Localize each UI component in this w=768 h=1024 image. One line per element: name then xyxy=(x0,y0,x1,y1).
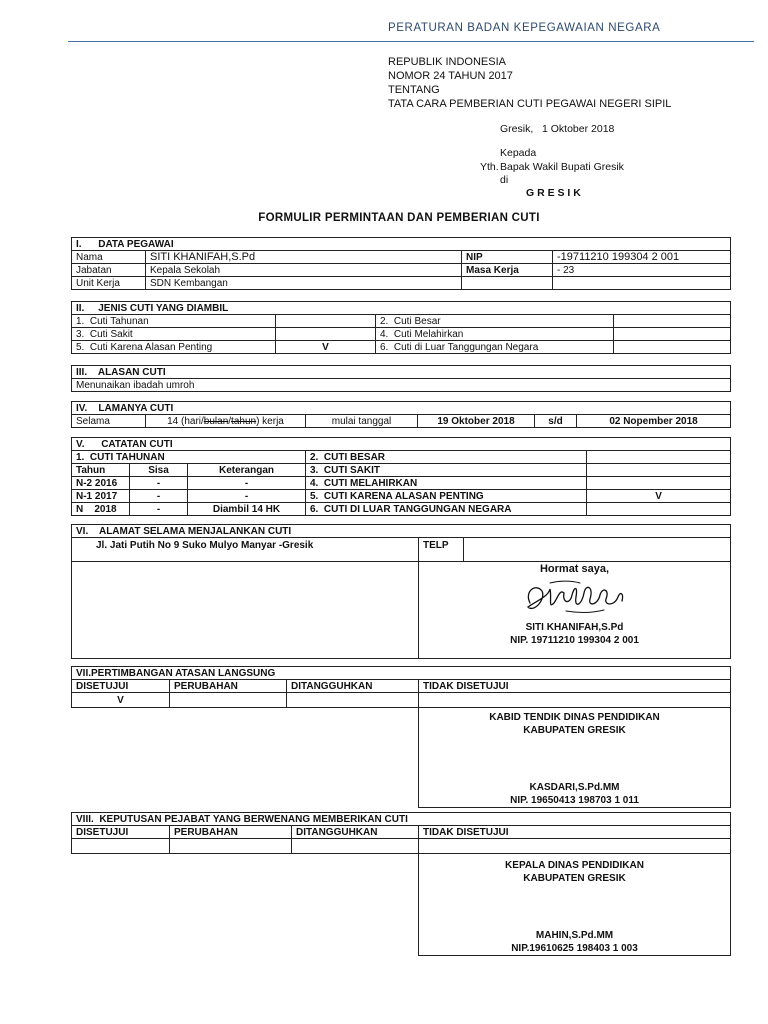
empty-cell xyxy=(462,277,553,290)
col-perubahan: PERUBAHAN xyxy=(170,680,287,693)
mark-cell xyxy=(587,464,731,477)
telp-label: TELP xyxy=(419,538,464,562)
empty-cell xyxy=(170,693,287,708)
catatan-cuti-besar: 2. CUTI BESAR xyxy=(306,451,587,464)
jabatan-value: Kepala Sekolah xyxy=(146,264,462,277)
section-alasan-cuti xyxy=(71,365,731,392)
jabatan-label: Jabatan xyxy=(72,264,146,277)
duration-value: 14 (hari/bulan/tahun) kerja xyxy=(146,415,306,428)
nip-label: NIP xyxy=(462,251,553,264)
pejabat-title-2: KABUPATEN GRESIK xyxy=(523,873,626,884)
telp-value xyxy=(464,538,731,562)
tahun-value: N 2018 xyxy=(72,503,130,516)
hormat-saya: Hormat saya, xyxy=(539,563,610,575)
jenis-cuti-alasan-penting: 5. Cuti Karena Alasan Penting xyxy=(72,341,276,354)
applicant-nip: NIP. 19711210 199304 2 001 xyxy=(510,635,639,646)
atasan-title-1: KABID TENDIK DINAS PENDIDIKAN xyxy=(489,712,660,723)
applicant-signature-block xyxy=(419,562,731,659)
alasan-penting-mark: V xyxy=(276,341,376,354)
atasan-nip: NIP. 19650413 198703 1 011 xyxy=(510,795,639,806)
tahun-value: N-2 2016 xyxy=(72,477,130,490)
col-disetujui: DISETUJUI xyxy=(72,826,170,839)
address-value: Jl. Jati Putih No 9 Suko Mulyo Manyar -Gresik xyxy=(72,538,419,562)
empty-area xyxy=(72,854,419,956)
pejabat-name: MAHIN,S.Pd.MM xyxy=(535,930,614,941)
catatan-cuti-melahirkan: 4. CUTI MELAHIRKAN xyxy=(306,477,587,490)
mark-cell xyxy=(614,315,731,328)
masa-kerja-label: Masa Kerja xyxy=(462,264,553,277)
yth-label: Yth. xyxy=(480,161,499,173)
unit-kerja-value: SDN Kembangan xyxy=(146,277,462,290)
pejabat-signature-block xyxy=(419,854,731,956)
section-heading: VII.PERTIMBANGAN ATASAN LANGSUNG xyxy=(72,667,731,680)
mark-cell xyxy=(276,328,376,341)
kepada-label: Kepada xyxy=(500,147,537,159)
col-perubahan: PERUBAHAN xyxy=(170,826,292,839)
end-date: 02 Nopember 2018 xyxy=(577,415,731,428)
empty-cell xyxy=(72,839,170,854)
section-heading: VIII. KEPUTUSAN PEJABAT YANG BERWENANG MEMBERIKAN CUTI xyxy=(72,813,731,826)
unit-kerja-label: Unit Kerja xyxy=(72,277,146,290)
section-lamanya-cuti xyxy=(71,401,731,428)
selama-label: Selama xyxy=(72,415,146,428)
col-tidak-disetujui: TIDAK DISETUJUI xyxy=(419,680,731,693)
pejabat-title-1: KEPALA DINAS PENDIDIKAN xyxy=(505,860,644,871)
empty-area xyxy=(72,708,419,808)
section-heading: VI. ALAMAT SELAMA MENJALANKAN CUTI xyxy=(72,525,731,538)
signature-image xyxy=(520,577,630,619)
keterangan-value: Diambil 14 HK xyxy=(188,503,306,516)
col-ditangguhkan: DITANGGUHKAN xyxy=(292,826,419,839)
atasan-name: KASDARI,S.Pd.MM xyxy=(529,782,620,793)
section-heading: V. CATATAN CUTI xyxy=(72,438,731,451)
empty-cell xyxy=(419,693,731,708)
nama-label: Nama xyxy=(72,251,146,264)
start-date: 19 Oktober 2018 xyxy=(418,415,535,428)
mark-cell xyxy=(276,315,376,328)
col-keterangan: Keterangan xyxy=(188,464,306,477)
applicant-name: SITI KHANIFAH,S.Pd xyxy=(525,622,624,633)
jenis-cuti-melahirkan: 4. Cuti Melahirkan xyxy=(376,328,614,341)
empty-cell xyxy=(553,277,731,290)
sisa-value: - xyxy=(130,477,188,490)
jenis-cuti-tahunan: 1. Cuti Tahunan xyxy=(72,315,276,328)
nama-value: SITI KHANIFAH,S.Pd xyxy=(146,251,462,264)
keterangan-value: - xyxy=(188,490,306,503)
col-tahun: Tahun xyxy=(72,464,130,477)
mark-cell xyxy=(614,341,731,354)
form-title: FORMULIR PERMINTAAN DAN PEMBERIAN CUTI xyxy=(258,212,540,224)
jenis-cuti-luar-tanggungan: 6. Cuti di Luar Tanggungan Negara xyxy=(376,341,614,354)
section-heading: III. ALASAN CUTI xyxy=(72,366,731,379)
mulai-label: mulai tanggal xyxy=(306,415,418,428)
col-disetujui: DISETUJUI xyxy=(72,680,170,693)
recipient: Bapak Wakil Bupati Gresik xyxy=(500,161,624,173)
col-ditangguhkan: DITANGGUHKAN xyxy=(287,680,419,693)
tahun-value: N-1 2017 xyxy=(72,490,130,503)
reference-line-1: REPUBLIK INDONESIA xyxy=(388,56,506,68)
section-catatan-cuti xyxy=(71,437,731,516)
empty-cell xyxy=(287,693,419,708)
sisa-value: - xyxy=(130,503,188,516)
di-label: di xyxy=(500,174,509,186)
catatan-cuti-alasan-penting: 5. CUTI KARENA ALASAN PENTING xyxy=(306,490,587,503)
jenis-cuti-sakit: 3. Cuti Sakit xyxy=(72,328,276,341)
reference-line-3: TENTANG xyxy=(388,84,440,96)
city: G R E S I K xyxy=(526,187,581,199)
reference-line-4: TATA CARA PEMBERIAN CUTI PEGAWAI NEGERI SIPIL xyxy=(388,98,672,110)
alasan-cuti-value: Menunaikan ibadah umroh xyxy=(72,379,731,392)
mark-cell xyxy=(587,503,731,516)
header-title: PERATURAN BADAN KEPEGAWAIAN NEGARA xyxy=(388,22,661,34)
empty-cell xyxy=(72,562,419,659)
mark-cell xyxy=(587,477,731,490)
keterangan-value: - xyxy=(188,477,306,490)
header-divider xyxy=(68,41,754,42)
cuti-tahunan-label: 1. CUTI TAHUNAN xyxy=(72,451,306,464)
section-jenis-cuti xyxy=(71,301,731,354)
empty-cell xyxy=(170,839,292,854)
disetujui-mark: V xyxy=(72,693,170,708)
empty-cell xyxy=(292,839,419,854)
empty-cell xyxy=(419,839,731,854)
place-date: Gresik, 1 Oktober 2018 xyxy=(500,123,615,135)
masa-kerja-value: - 23 xyxy=(553,264,731,277)
mark-cell xyxy=(614,328,731,341)
section-alamat-cuti xyxy=(71,524,731,659)
section-keputusan-pejabat xyxy=(71,812,731,956)
section-data-pegawai xyxy=(71,237,731,290)
section-heading: II. JENIS CUTI YANG DIAMBIL xyxy=(72,302,731,315)
reference-line-2: NOMOR 24 TAHUN 2017 xyxy=(388,70,513,82)
section-pertimbangan-atasan xyxy=(71,666,731,808)
atasan-signature-block xyxy=(419,708,731,808)
col-tidak-disetujui: TIDAK DISETUJUI xyxy=(419,826,731,839)
pejabat-nip: NIP.19610625 198403 1 003 xyxy=(511,943,638,954)
jenis-cuti-besar: 2. Cuti Besar xyxy=(376,315,614,328)
section-heading: I. DATA PEGAWAI xyxy=(72,238,731,251)
catatan-cuti-sakit: 3. CUTI SAKIT xyxy=(306,464,587,477)
alasan-penting-mark: V xyxy=(587,490,731,503)
nip-value: -19711210 199304 2 001 xyxy=(553,251,731,264)
sisa-value: - xyxy=(130,490,188,503)
col-sisa: Sisa xyxy=(130,464,188,477)
mark-cell xyxy=(587,451,731,464)
sd-label: s/d xyxy=(535,415,577,428)
section-heading: IV. LAMANYA CUTI xyxy=(72,402,731,415)
catatan-cuti-luar-tanggungan: 6. CUTI DI LUAR TANGGUNGAN NEGARA xyxy=(306,503,587,516)
atasan-title-2: KABUPATEN GRESIK xyxy=(523,725,626,736)
